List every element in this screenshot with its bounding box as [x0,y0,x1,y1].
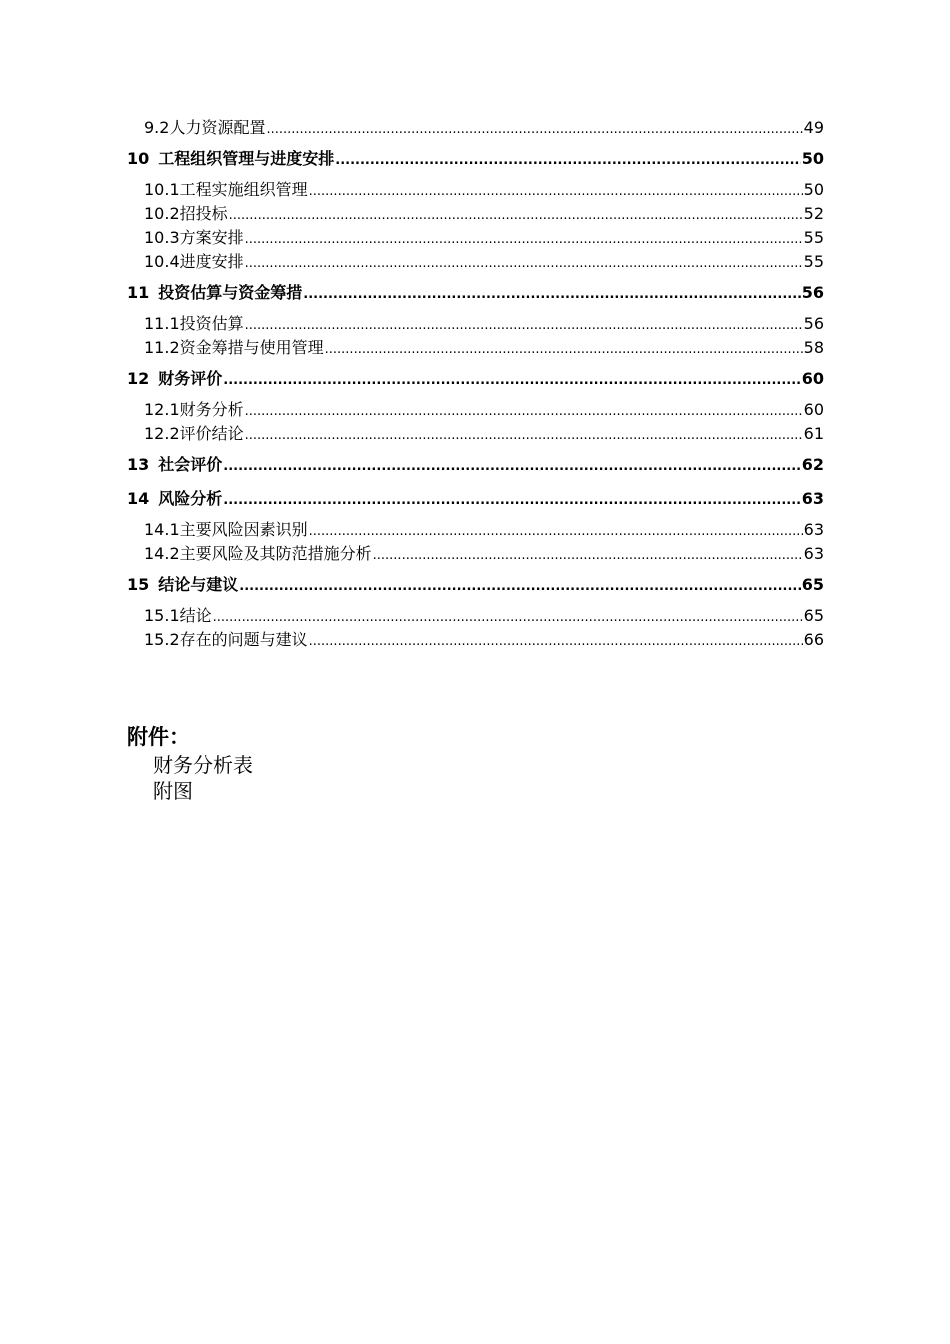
toc-entry-number: 14 [127,489,150,508]
toc-section-entry[interactable] [127,226,824,250]
toc-entry-title: 评价结论 [179,424,244,443]
toc-entry-page-number: 52 [803,204,824,223]
toc-entry-number: 9.2 [144,118,170,137]
toc-entry-number: 11 [127,283,150,302]
toc-chapter-entry[interactable] [127,144,824,174]
toc-entry-page-number: 60 [801,369,824,388]
toc-entry-page-number: 60 [803,400,824,419]
toc-dot-leader [229,204,803,228]
appendix-title: 附件： [127,724,190,749]
toc-section-entry[interactable] [127,542,824,566]
toc-dot-leader [309,520,803,544]
toc-entry-number: 15.1 [144,606,180,625]
toc-dot-leader [303,280,800,310]
toc-entry-page-number: 63 [803,520,824,539]
toc-entry-number: 15.2 [144,630,180,649]
toc-section-entry[interactable] [127,178,824,202]
toc-chapter-entry[interactable] [127,570,824,600]
toc-entry-title: 招投标 [179,204,228,223]
toc-section-entry[interactable] [127,398,824,422]
toc-chapter-entry[interactable] [127,484,824,514]
toc-entry-page-number: 50 [801,149,824,168]
toc-section-entry[interactable] [127,202,824,226]
toc-section-entry[interactable] [127,312,824,336]
toc-entry-title: 主要风险因素识别 [179,520,308,539]
table-of-contents [127,116,824,652]
toc-entry-title: 结论 [179,606,212,625]
toc-section-entry[interactable] [127,422,824,446]
toc-entry-number: 12 [127,369,150,388]
toc-entry-number: 12.1 [144,400,180,419]
toc-entry-title: 财务分析 [179,400,244,419]
toc-entry-number: 11.2 [144,338,180,357]
toc-entry-title: 人力资源配置 [169,118,266,137]
toc-section-entry[interactable] [127,250,824,274]
toc-entry-number: 11.1 [144,314,180,333]
toc-entry-number: 13 [127,455,150,474]
toc-entry-page-number: 62 [801,455,824,474]
toc-entry-title: 存在的问题与建议 [179,630,308,649]
appendix-item-figures: 附图 [153,779,193,803]
toc-entry-page-number: 55 [803,228,824,247]
toc-dot-leader [325,338,803,362]
toc-entry-title: 工程组织管理与进度安排 [158,149,335,168]
toc-dot-leader [239,572,800,602]
toc-section-entry[interactable] [127,518,824,542]
toc-entry-title: 社会评价 [158,455,223,474]
toc-dot-leader [309,630,803,654]
toc-entry-page-number: 61 [803,424,824,443]
toc-entry-title: 工程实施组织管理 [179,180,308,199]
toc-entry-page-number: 65 [801,575,824,594]
toc-entry-page-number: 63 [801,489,824,508]
toc-section-entry[interactable] [127,336,824,360]
toc-entry-page-number: 58 [803,338,824,357]
toc-dot-leader [309,180,803,204]
toc-entry-title: 结论与建议 [158,575,239,594]
toc-dot-leader [245,228,803,252]
toc-entry-title: 进度安排 [179,252,244,271]
toc-entry-title: 风险分析 [158,489,223,508]
toc-entry-title: 财务评价 [158,369,223,388]
toc-entry-page-number: 50 [803,180,824,199]
toc-entry-page-number: 56 [801,283,824,302]
appendix-section [127,722,253,804]
toc-entry-number: 12.2 [144,424,180,443]
toc-dot-leader [266,118,802,142]
toc-dot-leader [223,486,800,516]
toc-entry-title: 投资估算与资金筹措 [158,283,303,302]
toc-entry-title: 主要风险及其防范措施分析 [179,544,372,563]
toc-chapter-entry[interactable] [127,278,824,308]
toc-entry-page-number: 49 [803,118,824,137]
toc-entry-title: 投资估算 [179,314,244,333]
toc-entry-number: 10 [127,149,150,168]
toc-entry-page-number: 63 [803,544,824,563]
toc-section-entry[interactable] [127,604,824,628]
toc-entry-number: 10.2 [144,204,180,223]
toc-dot-leader [223,366,800,396]
toc-dot-leader [245,252,803,276]
toc-entry-number: 14.1 [144,520,180,539]
toc-entry-number: 14.2 [144,544,180,563]
toc-entry-page-number: 66 [803,630,824,649]
toc-dot-leader [245,400,803,424]
toc-entry-number: 10.3 [144,228,180,247]
toc-dot-leader [245,424,803,448]
toc-dot-leader [335,146,800,176]
toc-chapter-entry[interactable] [127,364,824,394]
toc-entry-page-number: 65 [803,606,824,625]
toc-dot-leader [245,314,803,338]
toc-dot-leader [213,606,803,630]
toc-entry-title: 资金筹措与使用管理 [179,338,324,357]
toc-entry-number: 15 [127,575,150,594]
toc-dot-leader [373,544,803,568]
toc-entry-title: 方案安排 [179,228,244,247]
toc-section-entry[interactable] [127,628,824,652]
toc-entry-number: 10.1 [144,180,180,199]
toc-dot-leader [223,452,800,482]
appendix-item-financial-table: 财务分析表 [153,753,253,777]
toc-entry-page-number: 56 [803,314,824,333]
toc-entry-number: 10.4 [144,252,180,271]
toc-section-entry[interactable] [127,116,824,140]
toc-entry-page-number: 55 [803,252,824,271]
toc-chapter-entry[interactable] [127,450,824,480]
